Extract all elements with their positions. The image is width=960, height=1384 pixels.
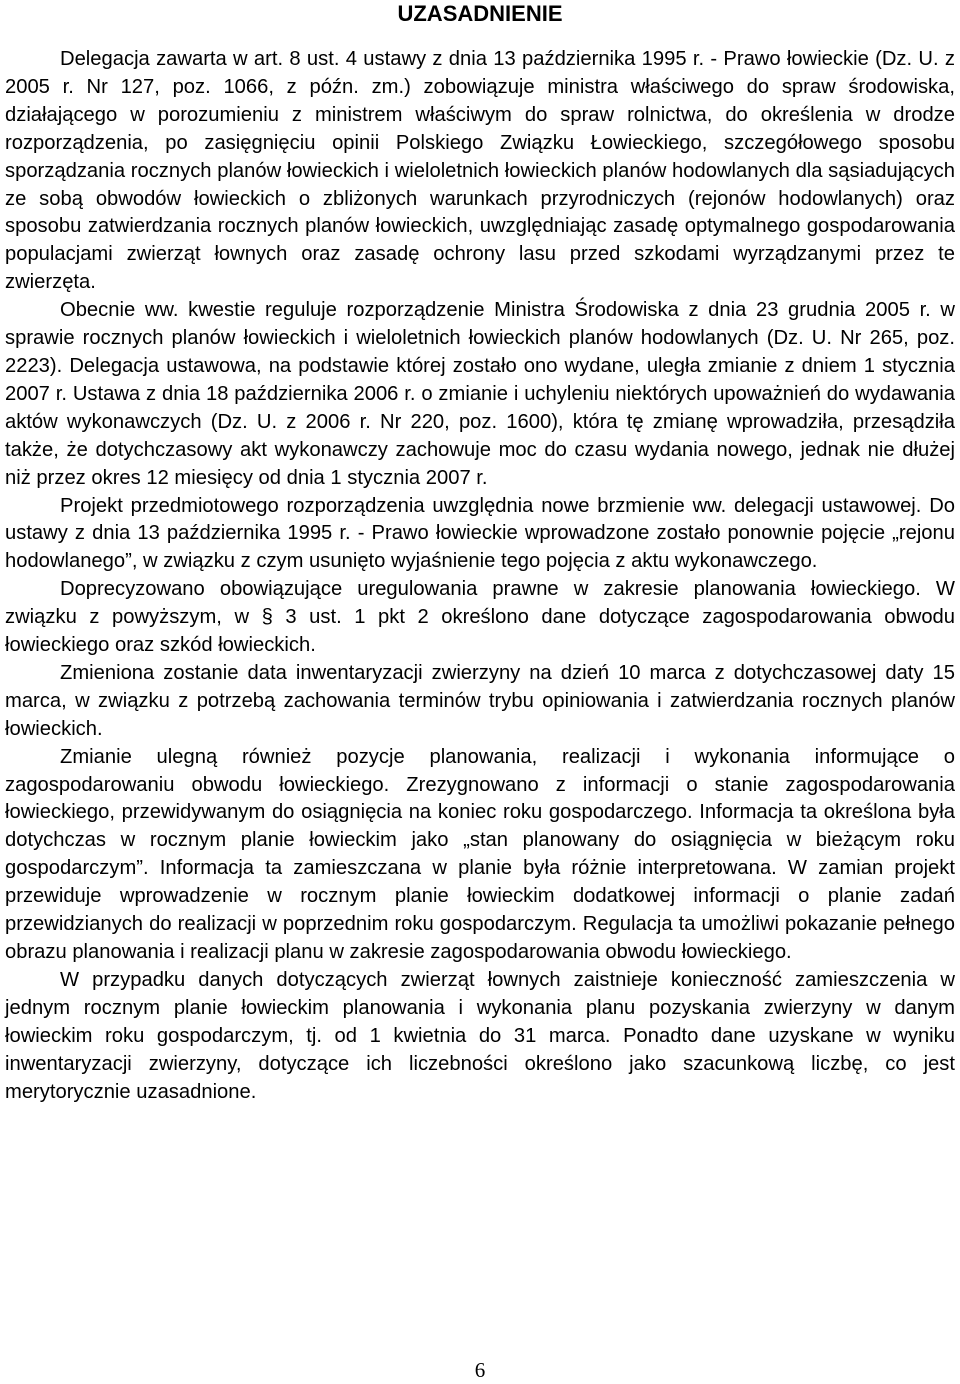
document-title: UZASADNIENIE bbox=[397, 1, 563, 26]
paragraph-project-scope: Projekt przedmiotowego rozporządzenia uwzględnia nowe brzmienie ww. delegacji ustawowej. Do ustawy z dnia 13 października 1995 r. - Prawo łowieckie wprowadzone zostało ponownie pojęcie „rejonu hodowlanego”, w związku z czym usunięto wyjaśnienie tego pojęcia z aktu wykonawczego. bbox=[5, 494, 955, 573]
paragraph-planning-changes: Zmianie ulegną również pozycje planowania, realizacji i wykonania informujące o zagospodarowaniu obwodu łowieckiego. Zrezygnowano z informacji o stanie zagospodarowania łowieckiego, przewidywanym do osiągnięcia na koniec roku gospodarczego. Informacja ta określona była dotychczas w rocznym planie łowieckim jako „stan planowany do osiągnięcia w bieżącym roku gospodarczym”. Informacja ta zamieszczana w planie była różnie interpretowana. W zamian projekt przewiduje wprowadzenie w rocznym planie łowieckim dodatkowej informacji o planie zadań przewidzianych do realizacji w poprzednim roku gospodarczym. Regulacja ta umożliwi pokazanie pełnego obrazu planowania i realizacji planu w zakresie zagospodarowania obwodu łowieckiego. bbox=[5, 745, 955, 963]
paragraph-inventory-date: Zmieniona zostanie data inwentaryzacji zwierzyny na dzień 10 marca z dotychczasowej daty 15 marca, w związku z potrzebą zachowania terminów trybu opiniowania i zatwierdzania rocznych planów łowieckich. bbox=[5, 661, 955, 740]
paragraph-game-animals: W przypadku danych dotyczących zwierząt łownych zaistnieje konieczność zamieszczenia w jednym rocznym planie łowieckim planowania i wykonania planu pozyskania zwierzyny w danym łowieckim roku gospodarczym, tj. od 1 kwietnia do 31 marca. Ponadto dane uzyskane w wyniku inwentaryzacji zwierzyny, dotyczące ich liczebności określono jako szacunkową liczbę, co jest merytorycznie uzasadnione. bbox=[5, 968, 955, 1103]
paragraph-clarification: Doprecyzowano obowiązujące uregulowania prawne w zakresie planowania łowieckiego. W związku z powyższym, w § 3 ust. 1 pkt 2 określono dane dotyczące zagospodarowania obwodu łowieckiego oraz szkód łowieckich. bbox=[5, 578, 955, 657]
paragraph-current-regulation: Obecnie ww. kwestie reguluje rozporządzenie Ministra Środowiska z dnia 23 grudnia 2005 r. w sprawie rocznych planów łowieckich i wieloletnich łowieckich planów hodowlanych (Dz. U. Nr 265, poz. 2223). Delegacja ustawowa, na podstawie której zostało ono wydane, uległa zmianie z dniem 1 stycznia 2007 r. Ustawa z dnia 18 października 2006 r. o zmianie i uchyleniu niektórych upoważnień do wydawania aktów wykonawczych (Dz. U. z 2006 r. Nr 220, poz. 1600), która tę zmianę wprowadziła, przesądziła także, że dotychczasowy akt wykonawczy zachowuje moc do czasu wydania nowego, jednak nie dłużej niż przez okres 12 miesięcy od dnia 1 stycznia 2007 r. bbox=[5, 299, 955, 489]
document-page bbox=[5, 0, 955, 1106]
page-number: 6 bbox=[474, 1358, 486, 1382]
paragraph-delegation: Delegacja zawarta w art. 8 ust. 4 ustawy z dnia 13 października 1995 r. - Prawo łowieckie (Dz. U. z 2005 r. Nr 127, poz. 1066, z późn. zm.) zobowiązuje ministra właściwego do spraw środowiska, działającego w porozumieniu z ministrem właściwym do spraw rolnictwa, do określenia w drodze rozporządzenia, po zasięgnięciu opinii Polskiego Związku Łowieckiego, szczegółowego sposobu sporządzania rocznych planów łowieckich i wieloletnich łowieckich planów hodowlanych dla sąsiadujących ze sobą obwodów łowieckich o zbliżonych warunkach przyrodniczych (rejonów hodowlanych) oraz sposobu zatwierdzania rocznych planów łowieckich, uwzględniając zasadę optymalnego gospodarowania populacjami zwierząt łownych oraz zasadę ochrony lasu przed szkodami wyrządzanymi przez te zwierzęta. bbox=[5, 48, 955, 294]
